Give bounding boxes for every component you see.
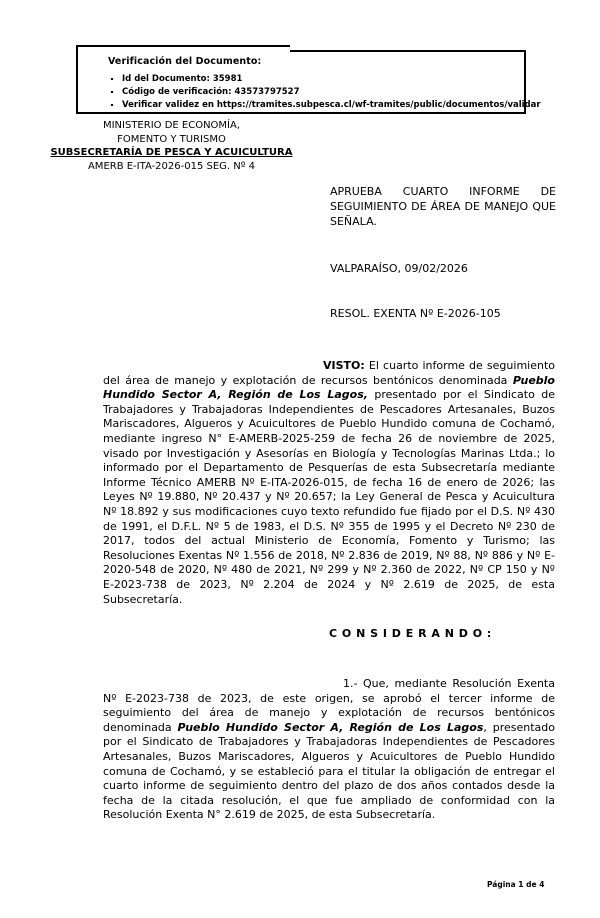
ministry-line-1: MINISTERIO DE ECONOMÍA, (102, 120, 241, 131)
letterhead (33, 119, 310, 173)
verification-item-document-id: ▪ Id del Documento: 35981 (122, 73, 524, 86)
considerando-item-1-text-before: 1.- Que, mediante Resolución Exenta Nº E-2023-738 de 2023, de este origen, se aprobó el tercer informe de seguimiento del área de manejo y explotación de recursos bentónicos denominada (103, 677, 555, 734)
verification-box (76, 45, 541, 114)
verification-title: Verificación del Documento: (108, 56, 262, 67)
verification-box-border-step-line (290, 50, 526, 52)
resolution-number: RESOL. EXENTA Nº E-2026-105 (330, 307, 501, 320)
visto-label: VISTO: (323, 359, 365, 372)
verification-item-code: ▪ Código de verificación: 43573797527 (122, 86, 524, 99)
verification-list (78, 73, 541, 112)
considerando-item-1 (103, 677, 555, 823)
considerando-heading: C O N S I D E R A N D O : (329, 627, 492, 640)
verification-item-url: ▪ Verificar validez en https://tramites.subpesca.cl/wf-tramites/public/documentos/validar (122, 99, 524, 112)
visto-paragraph (103, 359, 555, 607)
considerando-item-1-text-after: , presentado por el Sindicato de Trabajadores y Trabajadoras Independientes de Pescadores Artesanales, Buzos Mariscadores, Algueros y Acuicultores de Pueblo Hundido comuna de Cochamó, y se estableció para el titular la obligación de entregar el cuarto informe de seguimiento dentro del plazo de dos años contados desde la fecha de la citada resolución, el que fue ampliado de conformidad con la Resolución Exenta N° 2.619 de 2025, de esta Subsecretaría. (103, 720, 556, 822)
document-reference: AMERB E-ITA-2026-015 SEG. Nº 4 (87, 160, 256, 172)
resolution-subject: APRUEBA CUARTO INFORME DE SEGUIMIENTO DE ÁREA DE MANEJO QUE SEÑALA. (330, 185, 556, 228)
visto-area-name: Pueblo Hundido Sector A, Región de Los Lagos, (103, 373, 555, 402)
visto-text-before: El cuarto informe de seguimiento del área de manejo y explotación de recursos bentónicos denominada (103, 359, 555, 387)
visto-text-after: presentado por el Sindicato de Trabajadores y Trabajadoras Independientes de Pescadores Artesanales, Buzos Mariscadores, Algueros y Acuicultores de Pueblo Hundido comuna de Cochamó, mediante ingreso N° E-AMERB-2025-259 de fecha 26 de noviembre de 2025, visado por Investigación y Asesorías en Biología y Tecnologías Marinas Ltda.; lo informado por el Departamento de Pesquerías de esta Subsecretaría mediante Informe Técnico AMERB Nº E-ITA-2026-015, de fecha 16 de enero de 2026; las Leyes Nº 19.880, Nº 20.437 y Nº 20.657; la Ley General de Pesca y Acuicultura Nº 18.892 y sus modificaciones cuyo texto refundido fue fijado por el D.S. Nº 430 de 1991, el D.F.L. Nº 5 de 1983, el D.S. Nº 355 de 1995 y el Decreto Nº 230 de 2017, todos del actual Ministerio de Economía, Fomento y Turismo; las Resoluciones Exentas Nº 1.556 de 2018, Nº 2.836 de 2019, Nº 88, Nº 886 y Nº E-2020-548 de 2020, Nº 480 de 2021, Nº 299 y Nº 2.360 de 2022, Nº CP 150 y Nº E-2023-738 de 2023, Nº 2.204 de 2024 y Nº 2.619 de 2025, de esta Subsecretaría. (103, 388, 555, 606)
considerando-item-1-area-name: Pueblo Hundido Sector A, Región de Los Lagos (177, 720, 484, 734)
ministry-line-2: FOMENTO Y TURISMO (117, 133, 226, 145)
subsecretaria-title: SUBSECRETARÍA DE PESCA Y ACUICULTURA (50, 147, 293, 158)
place-and-date: VALPARAÍSO, 09/02/2026 (330, 262, 468, 275)
page-number: Página 1 de 4 (487, 880, 545, 889)
